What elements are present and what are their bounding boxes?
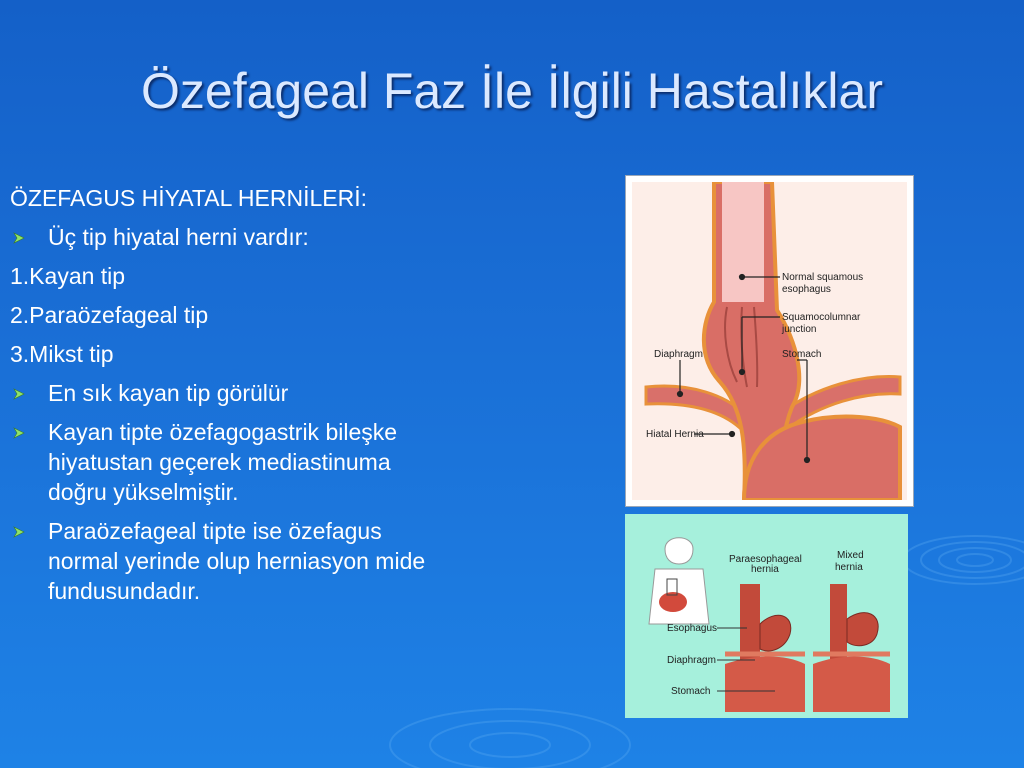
label-mixed-2: hernia [835, 562, 863, 573]
numbered-item: 3.Mikst tip [10, 341, 114, 367]
label-squamocolumnar-2: junction [782, 324, 817, 335]
bullet-item [10, 516, 450, 606]
arrow-bullet-icon [13, 526, 25, 538]
hiatal-hernia-illustration [632, 182, 907, 500]
label-stomach: Stomach [671, 686, 711, 697]
bullet-item [10, 378, 450, 408]
label-paraesophageal-2: hernia [751, 564, 779, 575]
label-mixed: Mixed [837, 550, 864, 561]
label-hiatal-hernia: Hiatal Hernia [646, 429, 704, 440]
bullet-text: Kayan tipte özefagogastrik bileşke hiyatustan geçerek mediastinuma doğru yükselmiştir. [48, 419, 398, 505]
label-squamocolumnar: Squamocolumnar [782, 312, 861, 323]
label-diaphragm: Diaphragm [667, 655, 716, 666]
numbered-item: 2.Paraözefageal tip [10, 302, 209, 328]
slide-title: Özefageal Faz İle İlgili Hastalıklar [141, 63, 883, 119]
paraesophageal-illustration [625, 514, 908, 718]
slide-body [10, 183, 450, 615]
hiatal-hernia-diagram [625, 175, 914, 507]
bullet-text: Paraözefageal tipte ise özefagus normal yerinde olup herniasyon mide fundusundadır. [48, 518, 426, 604]
bullet-text: Üç tip hiyatal herni vardır: [48, 224, 309, 250]
label-normal-squamous-2: esophagus [782, 284, 831, 295]
paraesophageal-mixed-hernia-diagram [625, 514, 908, 718]
bullet-item [10, 222, 450, 252]
bullet-text: En sık kayan tip görülür [48, 380, 289, 406]
label-esophagus: Esophagus [667, 623, 718, 634]
arrow-bullet-icon [13, 232, 25, 244]
numbered-item: 1.Kayan tip [10, 263, 126, 289]
label-paraesophageal: Paraesophageal [729, 554, 802, 565]
section-heading: ÖZEFAGUS HİYATAL HERNİLERİ: [10, 185, 367, 211]
arrow-bullet-icon [13, 427, 25, 439]
label-stomach: Stomach [782, 349, 822, 360]
label-normal-squamous: Normal squamous [782, 272, 864, 283]
label-diaphragm: Diaphragm [654, 349, 703, 360]
arrow-bullet-icon [13, 388, 25, 400]
bullet-item [10, 417, 450, 507]
